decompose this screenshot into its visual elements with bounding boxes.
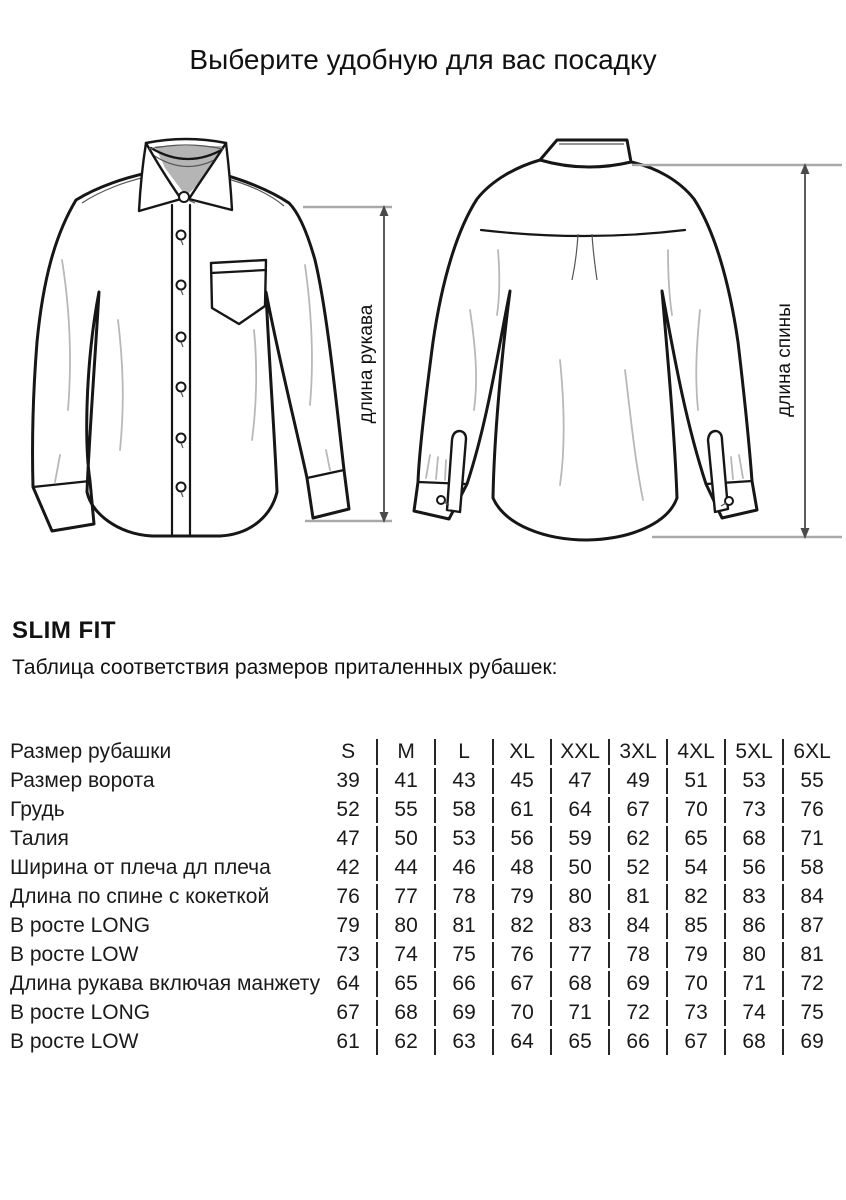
size-value-cell: 39 xyxy=(336,769,360,792)
size-value-cell: 73 xyxy=(666,1000,724,1026)
size-value-cell: 81 xyxy=(782,942,840,968)
size-value-cell: 74 xyxy=(376,942,434,968)
size-value-cell: 65 xyxy=(666,826,724,852)
size-value-cell: 70 xyxy=(666,797,724,823)
size-value-cell: 67 xyxy=(336,1001,360,1024)
table-row xyxy=(10,942,840,968)
size-value-cell: 79 xyxy=(336,914,360,937)
size-value-cell: 62 xyxy=(608,826,666,852)
shirt-fit-diagram xyxy=(0,110,846,580)
size-value-cell: 59 xyxy=(550,826,608,852)
size-value-cell: 43 xyxy=(434,768,492,794)
size-value-cell: 55 xyxy=(782,768,840,794)
size-column-header: 5XL xyxy=(724,739,782,765)
size-value-cell: 73 xyxy=(724,797,782,823)
row-label: В росте LONG xyxy=(10,914,151,937)
back-shirt-drawing xyxy=(414,140,757,540)
size-value-cell: 72 xyxy=(608,1000,666,1026)
size-value-cell: 53 xyxy=(724,768,782,794)
size-value-cell: 62 xyxy=(376,1029,434,1055)
size-value-cell: 50 xyxy=(550,855,608,881)
size-value-cell: 75 xyxy=(434,942,492,968)
collar-top-edge xyxy=(146,139,226,143)
size-value-cell: 79 xyxy=(492,884,550,910)
size-value-cell: 67 xyxy=(608,797,666,823)
front-collar xyxy=(139,139,232,211)
size-value-cell: 78 xyxy=(608,942,666,968)
size-value-cell: 76 xyxy=(782,797,840,823)
back-length-label: длина спины xyxy=(774,303,795,417)
size-value-cell: 69 xyxy=(608,971,666,997)
size-column-header: 3XL xyxy=(608,739,666,765)
size-column-header: XL xyxy=(492,739,550,765)
size-value-cell: 68 xyxy=(376,1000,434,1026)
table-row xyxy=(10,1029,840,1055)
size-value-cell: 80 xyxy=(550,884,608,910)
size-value-cell: 77 xyxy=(550,942,608,968)
size-value-cell: 54 xyxy=(666,855,724,881)
size-value-cell: 65 xyxy=(550,1029,608,1055)
table-row xyxy=(10,971,840,997)
size-table-body xyxy=(10,768,840,1055)
size-column-header: L xyxy=(434,739,492,765)
size-column-header: M xyxy=(376,739,434,765)
size-value-cell: 58 xyxy=(434,797,492,823)
size-value-cell: 66 xyxy=(608,1029,666,1055)
size-value-cell: 76 xyxy=(336,885,360,908)
size-value-cell: 67 xyxy=(492,971,550,997)
size-value-cell: 72 xyxy=(782,971,840,997)
size-value-cell: 61 xyxy=(336,1030,360,1053)
table-row xyxy=(10,884,840,910)
size-value-cell: 64 xyxy=(336,972,360,995)
size-value-cell: 68 xyxy=(724,826,782,852)
size-value-cell: 64 xyxy=(550,797,608,823)
size-value-cell: 44 xyxy=(376,855,434,881)
size-value-cell: 73 xyxy=(336,943,360,966)
size-value-cell: 51 xyxy=(666,768,724,794)
size-value-cell: 66 xyxy=(434,971,492,997)
size-table-header-row xyxy=(10,739,840,765)
table-row xyxy=(10,913,840,939)
row-label: В росте LOW xyxy=(10,943,139,966)
size-column-header: 6XL xyxy=(782,739,840,765)
row-label: Ширина от плеча дл плеча xyxy=(10,856,271,879)
size-value-cell: 69 xyxy=(434,1000,492,1026)
size-value-cell: 52 xyxy=(608,855,666,881)
size-value-cell: 63 xyxy=(434,1029,492,1055)
size-value-cell: 48 xyxy=(492,855,550,881)
size-value-cell: 85 xyxy=(666,913,724,939)
size-value-cell: 83 xyxy=(724,884,782,910)
table-row xyxy=(10,826,840,852)
size-value-cell: 69 xyxy=(782,1029,840,1055)
size-value-cell: 70 xyxy=(492,1000,550,1026)
size-value-cell: 84 xyxy=(608,913,666,939)
size-value-cell: 80 xyxy=(376,913,434,939)
row-label: В росте LOW xyxy=(10,1030,139,1053)
size-value-cell: 68 xyxy=(550,971,608,997)
size-value-cell: 61 xyxy=(492,797,550,823)
size-value-cell: 87 xyxy=(782,913,840,939)
row-label: Талия xyxy=(10,827,69,850)
size-value-cell: 65 xyxy=(376,971,434,997)
size-value-cell: 47 xyxy=(336,827,360,850)
table-row xyxy=(10,1000,840,1026)
size-value-cell: 70 xyxy=(666,971,724,997)
size-column-header: S xyxy=(341,740,356,763)
page-title: Выберите удобную для вас посадку xyxy=(189,44,657,75)
size-value-cell: 76 xyxy=(492,942,550,968)
size-value-cell: 81 xyxy=(434,913,492,939)
size-table xyxy=(10,736,840,1058)
size-value-cell: 64 xyxy=(492,1029,550,1055)
table-row xyxy=(10,768,840,794)
size-value-cell: 46 xyxy=(434,855,492,881)
size-value-cell: 41 xyxy=(376,768,434,794)
collar-button xyxy=(179,192,189,202)
size-value-cell: 83 xyxy=(550,913,608,939)
size-value-cell: 84 xyxy=(782,884,840,910)
size-value-cell: 68 xyxy=(724,1029,782,1055)
row-label: Размер ворота xyxy=(10,769,155,792)
front-shirt-drawing xyxy=(32,139,349,536)
size-table-head xyxy=(10,739,840,765)
row-label: Грудь xyxy=(10,798,65,821)
header-label-cell: Размер рубашки xyxy=(10,740,172,763)
size-value-cell: 78 xyxy=(434,884,492,910)
size-value-cell: 86 xyxy=(724,913,782,939)
size-value-cell: 81 xyxy=(608,884,666,910)
size-value-cell: 79 xyxy=(666,942,724,968)
size-value-cell: 71 xyxy=(782,826,840,852)
size-value-cell: 74 xyxy=(724,1000,782,1026)
table-row xyxy=(10,855,840,881)
size-column-header: 4XL xyxy=(666,739,724,765)
size-value-cell: 82 xyxy=(666,884,724,910)
row-label: Длина по спине с кокеткой xyxy=(10,885,270,908)
table-caption: Таблица соответствия размеров приталенных рубашек: xyxy=(12,656,558,679)
size-value-cell: 42 xyxy=(336,856,360,879)
size-value-cell: 75 xyxy=(782,1000,840,1026)
size-value-cell: 80 xyxy=(724,942,782,968)
size-value-cell: 55 xyxy=(376,797,434,823)
sleeve-length-label: длина рукава xyxy=(356,304,377,424)
size-value-cell: 67 xyxy=(666,1029,724,1055)
size-value-cell: 52 xyxy=(336,798,360,821)
table-row xyxy=(10,797,840,823)
size-column-header: XXL xyxy=(550,739,608,765)
row-label: В росте LONG xyxy=(10,1001,151,1024)
size-value-cell: 56 xyxy=(492,826,550,852)
size-value-cell: 71 xyxy=(724,971,782,997)
fit-heading: SLIM FIT xyxy=(12,617,116,644)
size-value-cell: 56 xyxy=(724,855,782,881)
size-value-cell: 71 xyxy=(550,1000,608,1026)
size-value-cell: 47 xyxy=(550,768,608,794)
size-value-cell: 49 xyxy=(608,768,666,794)
size-value-cell: 82 xyxy=(492,913,550,939)
size-value-cell: 53 xyxy=(434,826,492,852)
size-value-cell: 45 xyxy=(492,768,550,794)
size-value-cell: 50 xyxy=(376,826,434,852)
size-value-cell: 58 xyxy=(782,855,840,881)
row-label: Длина рукава включая манжету xyxy=(10,972,321,995)
size-value-cell: 77 xyxy=(376,884,434,910)
